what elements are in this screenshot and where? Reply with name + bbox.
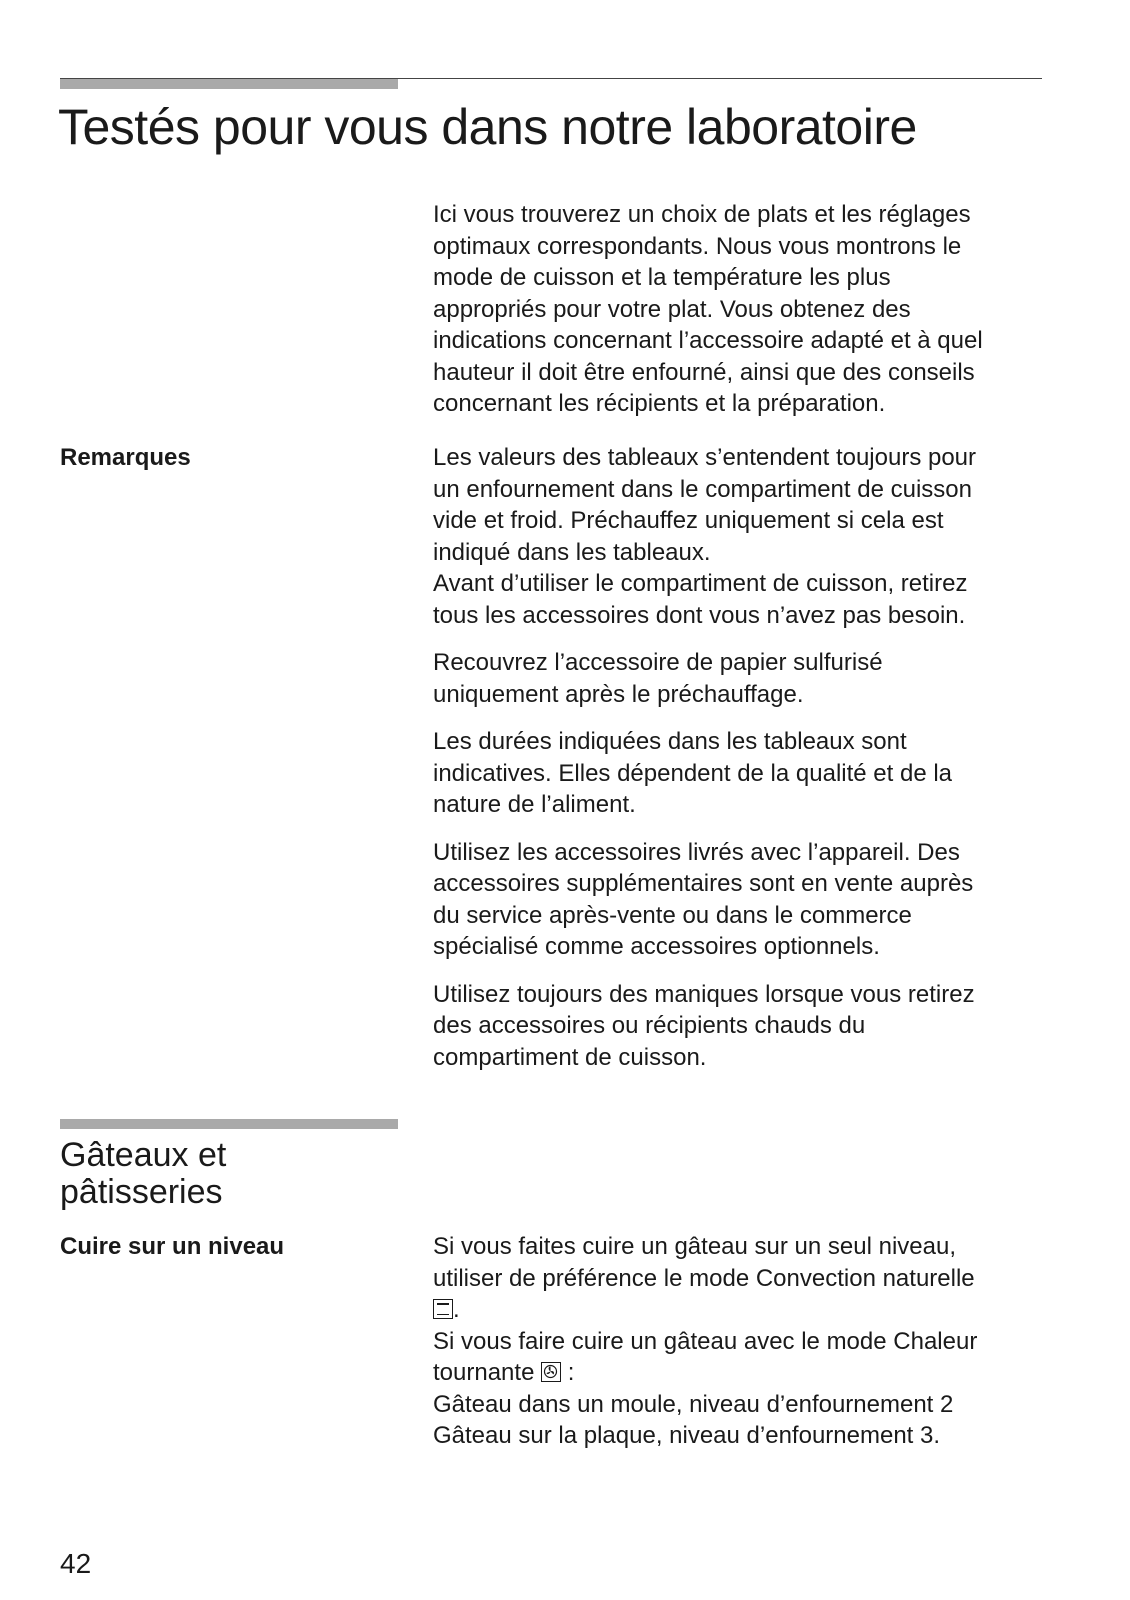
fan-heat-icon — [541, 1362, 561, 1382]
cakes-line: Gâteau sur la plaque, niveau d’enfournement 3. — [433, 1422, 941, 1449]
cakes-line: Si vous faire cuire un gâteau avec le mode Chaleur — [433, 1327, 978, 1355]
intro-line: Ici vous trouverez un choix de plats et les réglages — [433, 201, 971, 228]
intro-line: mode de cuisson et la température les plus — [433, 264, 891, 291]
cuire-label: Cuire sur un niveau — [60, 1233, 285, 1260]
intro-line: optimaux correspondants. Nous vous montrons le — [433, 232, 962, 260]
page-number: 42 — [60, 1548, 92, 1579]
page-title: Testés pour vous dans notre laboratoire — [58, 99, 917, 155]
intro-line: appropriés pour votre plat. Vous obtenez des — [433, 295, 911, 323]
cakes-text: . — [453, 1296, 460, 1323]
section-heading-line: Gâteaux et — [60, 1136, 227, 1174]
cakes-text: tournante — [433, 1359, 535, 1386]
remark-paragraph — [433, 442, 1033, 631]
remark-line: Utilisez toujours des maniques lorsque vous retirez — [433, 980, 975, 1008]
section-accent-bar — [60, 1119, 398, 1129]
remark-paragraph — [433, 726, 1033, 821]
remark-line: des accessoires ou récipients chauds du — [433, 1012, 866, 1039]
remark-paragraph — [433, 837, 1033, 963]
cakes-line: Gâteau dans un moule, niveau d’enfournement 2 — [433, 1390, 954, 1418]
title-accent-bar — [60, 79, 398, 89]
remarques-body — [433, 442, 1033, 1073]
intro-line: concernant les récipients et la préparation. — [433, 390, 886, 417]
remark-line: Utilisez les accessoires livrés avec l’appareil. Des — [433, 838, 960, 866]
remark-line: Les valeurs des tableaux s’entendent toujours pour — [433, 444, 977, 471]
section-heading-line: pâtisseries — [60, 1173, 223, 1211]
cakes-line: Si vous faites cuire un gâteau sur un seul niveau, — [433, 1233, 956, 1260]
remark-line: vide et froid. Préchauffez uniquement si cela est — [433, 507, 944, 534]
remark-line: Les durées indiquées dans les tableaux sont — [433, 728, 907, 755]
top-bottom-heat-icon — [433, 1299, 453, 1319]
remark-paragraph — [433, 647, 1033, 710]
remark-paragraph — [433, 979, 1033, 1074]
intro-paragraph — [433, 199, 1033, 420]
cakes-text: : — [561, 1359, 575, 1386]
remark-line: spécialisé comme accessoires optionnels. — [433, 933, 880, 960]
remark-line: compartiment de cuisson. — [433, 1043, 707, 1071]
cakes-body — [433, 1231, 1033, 1452]
remark-line: accessoires supplémentaires sont en vente auprès — [433, 870, 974, 897]
remark-line: indiqué dans les tableaux. — [433, 538, 711, 566]
remark-line: indicatives. Elles dépendent de la qualité et de la — [433, 759, 953, 787]
remark-line: Avant d’utiliser le compartiment de cuisson, retirez — [433, 570, 968, 597]
remark-line: nature de l’aliment. — [433, 791, 636, 818]
remarques-label: Remarques — [60, 444, 191, 471]
intro-line: hauteur il doit être enfourné, ainsi que des conseils — [433, 358, 975, 386]
intro-line: indications concernant l’accessoire adapté et à quel — [433, 327, 983, 354]
remark-line: un enfournement dans le compartiment de cuisson — [433, 475, 972, 503]
remark-line: du service après-vente ou dans le commerce — [433, 901, 912, 929]
section-heading-cakes — [60, 1137, 380, 1211]
remark-line: Recouvrez l’accessoire de papier sulfurisé — [433, 649, 883, 676]
cakes-line: utiliser de préférence le mode Convection naturelle — [433, 1264, 975, 1292]
remark-line: tous les accessoires dont vous n’avez pas besoin. — [433, 601, 966, 629]
remark-line: uniquement après le préchauffage. — [433, 680, 804, 708]
